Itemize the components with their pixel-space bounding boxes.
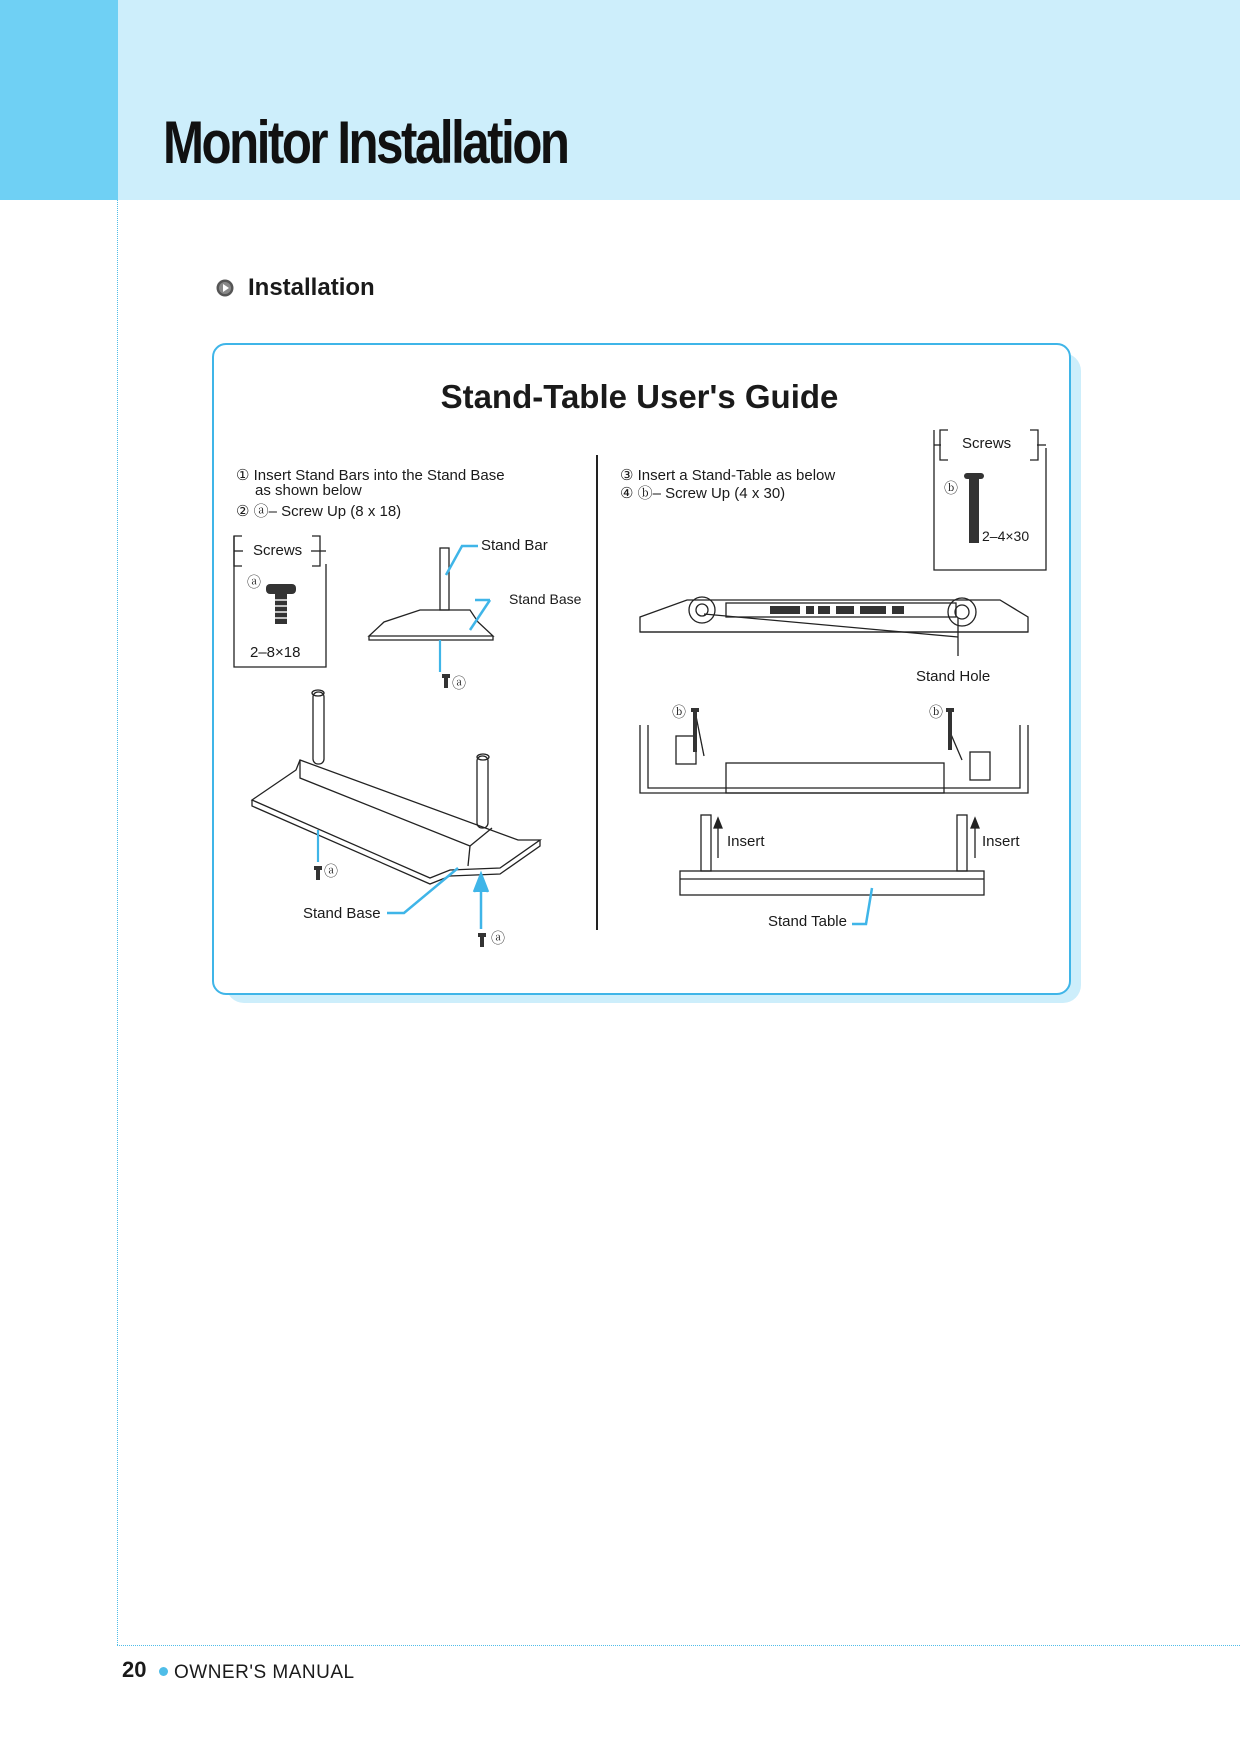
stand-bar-callout	[446, 546, 490, 630]
screw-b-mark: ⓑ	[944, 480, 958, 496]
page-title: Monitor Installation	[163, 109, 568, 176]
stand-table	[680, 815, 984, 895]
step-3: ③ Insert a Stand-Table as below	[620, 467, 836, 484]
stand-bar-small	[369, 548, 493, 640]
footer-bullet-icon	[159, 1667, 168, 1676]
step-1-line-1: ① Insert Stand Bars into the Stand Base	[236, 467, 505, 484]
screws-a-label: Screws	[253, 542, 303, 559]
stand-hole-label: Stand Hole	[916, 668, 991, 685]
step-1-line-2: as shown below	[255, 482, 362, 499]
section-title: Installation	[248, 274, 375, 301]
footer-label: OWNER'S MANUAL	[174, 1662, 355, 1683]
monitor-back-view	[640, 716, 1028, 793]
screw-small-3	[478, 933, 486, 947]
step-4: ④ ⓑ– Screw Up (4 x 30)	[620, 485, 786, 502]
screw-a-callout-3: ⓐ	[491, 930, 505, 946]
screw-b-left	[691, 708, 699, 752]
stand-base-bottom-label: Stand Base	[303, 905, 381, 922]
screw-a-mark: ⓐ	[247, 574, 261, 590]
monitor-side-view	[640, 597, 1028, 656]
monitor-ports	[770, 606, 904, 614]
guide-title: Stand-Table User's Guide	[440, 378, 839, 415]
insert-left-label: Insert	[727, 833, 765, 850]
page-number: 20	[122, 1657, 147, 1682]
stand-table-label: Stand Table	[768, 913, 847, 930]
stand-base-callout	[387, 868, 488, 929]
screw-b-callout-right: ⓑ	[929, 704, 943, 720]
stand-table-callout	[852, 888, 872, 924]
screw-a-spec: 2–8×18	[250, 644, 301, 661]
stand-bar-label: Stand Bar	[481, 537, 548, 554]
screws-b-label: Screws	[962, 435, 1012, 452]
screw-small-1	[442, 674, 450, 688]
screw-small-2	[314, 866, 322, 880]
screw-b-callout-left: ⓑ	[672, 704, 686, 720]
insert-right-label: Insert	[982, 833, 1020, 850]
screw-a-callout-1: ⓐ	[452, 675, 466, 691]
screw-b-icon	[964, 473, 984, 543]
stand-base-top-label: Stand Base	[509, 591, 582, 607]
screw-b-spec: 2–4×30	[982, 528, 1030, 544]
screw-b-right	[946, 708, 954, 750]
step-2: ② ⓐ– Screw Up (8 x 18)	[236, 503, 402, 520]
screw-a-callout-2: ⓐ	[324, 863, 338, 879]
stand-base-large	[252, 690, 540, 884]
